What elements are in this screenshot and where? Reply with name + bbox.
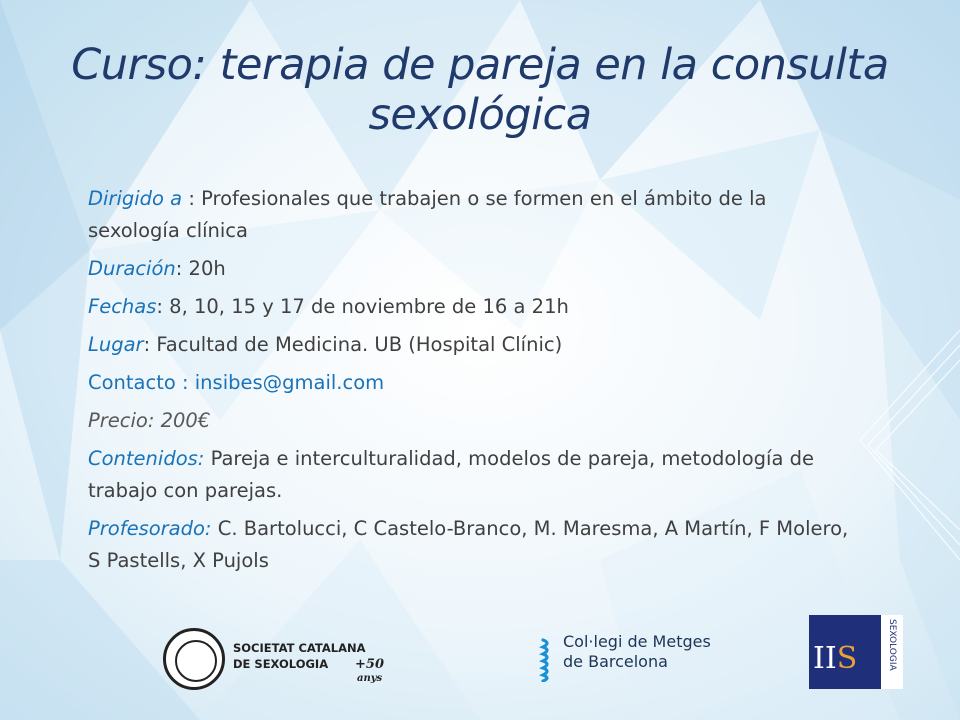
fechas-label: Fechas bbox=[88, 295, 157, 318]
comb-mark-icon bbox=[537, 638, 557, 682]
detail-dirigido bbox=[88, 183, 858, 247]
comb-line2: de Barcelona bbox=[563, 652, 668, 671]
detail-duracion bbox=[88, 253, 858, 285]
profesorado-value: C. Bartolucci, C Castelo-Branco, M. Maresma, A Martín, F Molero, S Pastells, X Pujols bbox=[88, 517, 849, 572]
profesorado-label: Profesorado: bbox=[88, 517, 212, 540]
dirigido-value: : Profesionales que trabajen o se formen en el ámbito de la sexología clínica bbox=[88, 187, 767, 242]
logos-footer bbox=[0, 600, 960, 720]
dirigido-label: Dirigido a bbox=[88, 187, 183, 210]
iis-block bbox=[809, 615, 881, 689]
course-details bbox=[88, 183, 858, 583]
duracion-value: : 20h bbox=[175, 257, 226, 280]
scs-line2: DE SEXOLOGIA bbox=[233, 657, 329, 671]
detail-contenidos bbox=[88, 443, 858, 507]
comb-logo-text bbox=[563, 632, 763, 672]
iis-letters: IIS bbox=[813, 641, 858, 676]
svg-text:SEXOLOGIA: SEXOLOGIA bbox=[887, 619, 897, 671]
detail-fechas bbox=[88, 291, 858, 323]
duracion-label: Duración bbox=[88, 257, 176, 280]
scs-badge: +50 bbox=[355, 657, 384, 672]
comb-line1: Col·legi de Metges bbox=[563, 632, 711, 651]
scs-badge-sub: anys bbox=[357, 673, 383, 684]
detail-profesorado bbox=[88, 513, 858, 577]
scs-seal-icon bbox=[163, 628, 225, 690]
detail-precio: Precio: 200€ bbox=[88, 409, 211, 432]
detail-contacto[interactable]: Contacto : insibes@gmail.com bbox=[88, 371, 385, 394]
contenidos-value: Pareja e interculturalidad, modelos de pareja, metodología de trabajo con parejas. bbox=[88, 447, 814, 502]
iis-logo bbox=[809, 615, 903, 689]
lugar-value: : Facultad de Medicina. UB (Hospital Clínic) bbox=[143, 333, 563, 356]
slide-title: Curso: terapia de pareja en la consulta sexológica bbox=[71, 40, 889, 140]
fechas-value: : 8, 10, 15 y 17 de noviembre de 16 a 21h bbox=[156, 295, 569, 318]
contenidos-label: Contenidos: bbox=[88, 447, 205, 470]
scs-line1: SOCIETAT CATALANA bbox=[233, 641, 366, 655]
iis-vertical-text bbox=[884, 617, 900, 687]
detail-lugar bbox=[88, 329, 858, 361]
lugar-label: Lugar bbox=[88, 333, 144, 356]
